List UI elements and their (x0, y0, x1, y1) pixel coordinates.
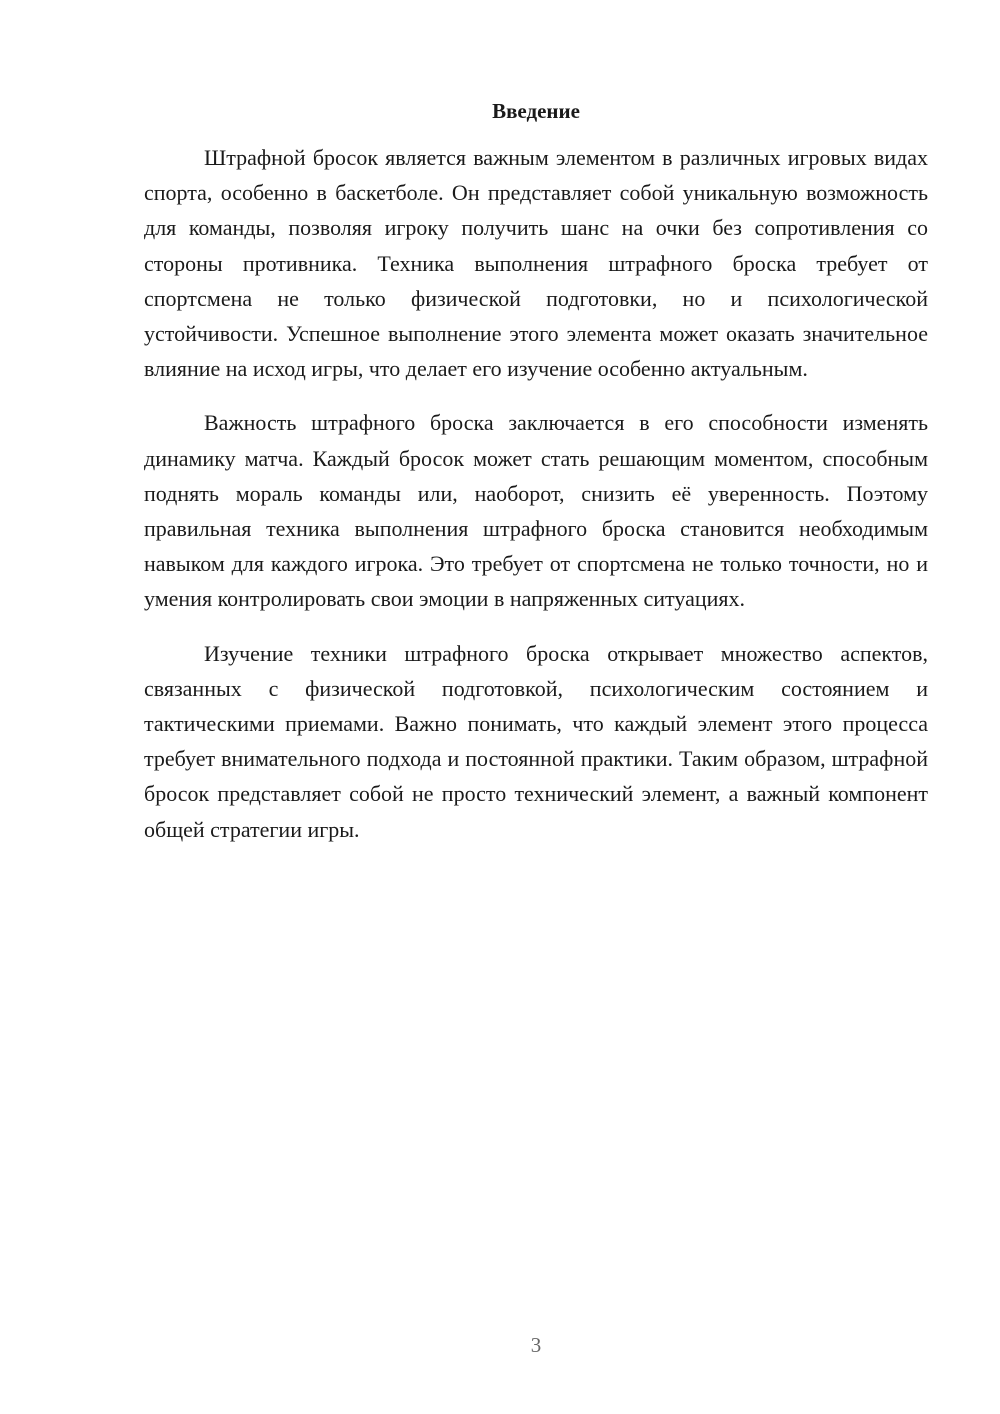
paragraph-3: Изучение техники штрафного броска открывает множество аспектов, связанных с физической подготовкой, психологическим состоянием и тактическими приемами. Важно понимать, что каждый элемент этого процесса требует внимательного подхода и постоянной практики. Таким образом, штрафной бросок представляет собой не просто технический элемент, а важный компонент общей стратегии игры. (144, 640, 928, 842)
section-heading: Введение (492, 99, 580, 123)
page-number: 3 (530, 1333, 542, 1357)
page-content (144, 96, 928, 866)
paragraph-2: Важность штрафного броска заключается в его способности изменять динамику матча. Каждый бросок может стать решающим моментом, способным поднять мораль команды или, наоборот, снизить её уверенность. Поэтому правильная техника выполнения штрафного броска становится необходимым навыком для каждого игрока. Это требует от спортсмена не только точности, но и умения контролировать свои эмоции в напряженных ситуациях. (144, 410, 928, 612)
paragraph-1: Штрафной бросок является важным элементом в различных игровых видах спорта, особенно в баскетболе. Он представляет собой уникальную возможность для команды, позволяя игроку получить шанс на очки без сопротивления со стороны противника. Техника выполнения штрафного броска требует от спортсмена не только физической подготовки, но и психологической устойчивости. Успешное выполнение этого элемента может оказать значительное влияние на исход игры, что делает его изучение особенно актуальным. (144, 145, 928, 382)
